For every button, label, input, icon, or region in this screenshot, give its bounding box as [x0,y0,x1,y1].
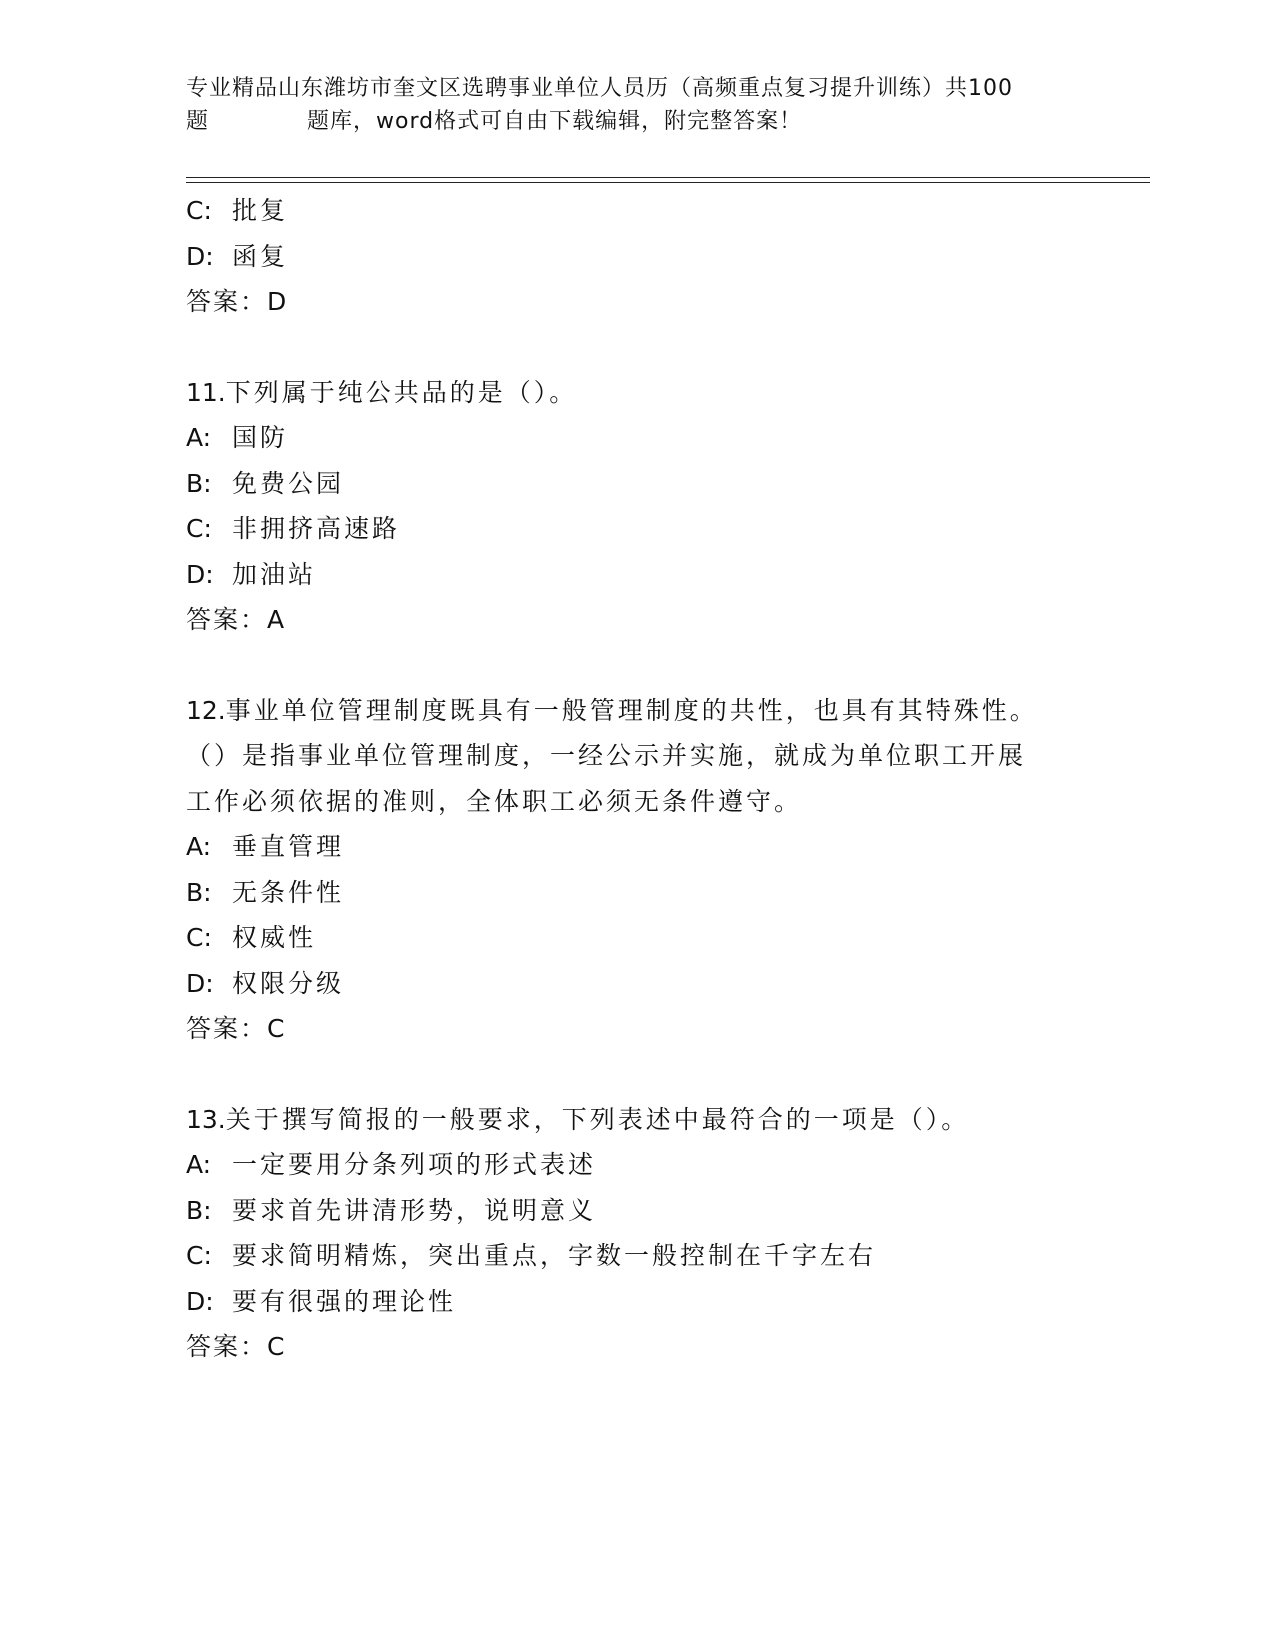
header-title-line2 [186,105,1086,138]
question-number: 12. [186,695,226,725]
question-stem: 13.关于撰写简报的一般要求，下列表述中最符合的一项是（）。 [186,1104,970,1134]
question-block-11 [186,370,1086,643]
document-body [186,188,1086,1370]
option-item: D: 函复 [186,241,289,271]
option-item: A: 国防 [186,423,289,452]
header-title-line1: 专业精品山东潍坊市奎文区选聘事业单位人员历（高频重点复习提升训练）共100 [186,76,1013,101]
answer-line: 答案：D [186,287,289,316]
option-item: C: 要求简明精炼，突出重点，字数一般控制在千字左右 [186,1241,877,1270]
question-block-13 [186,1097,1086,1370]
option-item: A: 一定要用分条列项的形式表述 [186,1150,597,1179]
option-item: B: 免费公园 [186,468,345,498]
question-number: 11. [186,377,226,407]
option-item: C: 批复 [186,196,289,225]
answer-line: 答案：A [186,605,287,634]
option-item: B: 要求首先讲清形势，说明意义 [186,1195,597,1225]
option-item: D: 加油站 [186,559,317,589]
question-stem-continued: （）是指事业单位管理制度，一经公示并实施，就成为单位职工开展 [186,741,1027,770]
page-header [186,72,1086,138]
header-divider-bottom [186,182,1150,183]
answer-line: 答案：C [186,1332,287,1361]
question-number: 13. [186,1104,226,1134]
option-item: B: 无条件性 [186,877,345,907]
question-stem-continued: 工作必须依据的准则，全体职工必须无条件遵守。 [186,786,803,816]
option-item: D: 要有很强的理论性 [186,1286,457,1316]
answer-line: 答案：C [186,1014,287,1043]
header-line2-left: 题 [186,109,210,134]
question-stem: 12.事业单位管理制度既具有一般管理制度的共性，也具有其特殊性。 [186,695,1038,725]
option-item: C: 非拥挤高速路 [186,514,401,543]
question-stem: 11.下列属于纯公共品的是（）。 [186,377,578,407]
header-divider-top [186,177,1150,178]
option-item: D: 权限分级 [186,968,345,998]
header-line2-right: 题库，word格式可自由下载编辑，附完整答案！ [307,109,803,134]
option-item: A: 垂直管理 [186,832,345,861]
option-item: C: 权威性 [186,923,317,952]
question-block-12 [186,688,1086,1052]
